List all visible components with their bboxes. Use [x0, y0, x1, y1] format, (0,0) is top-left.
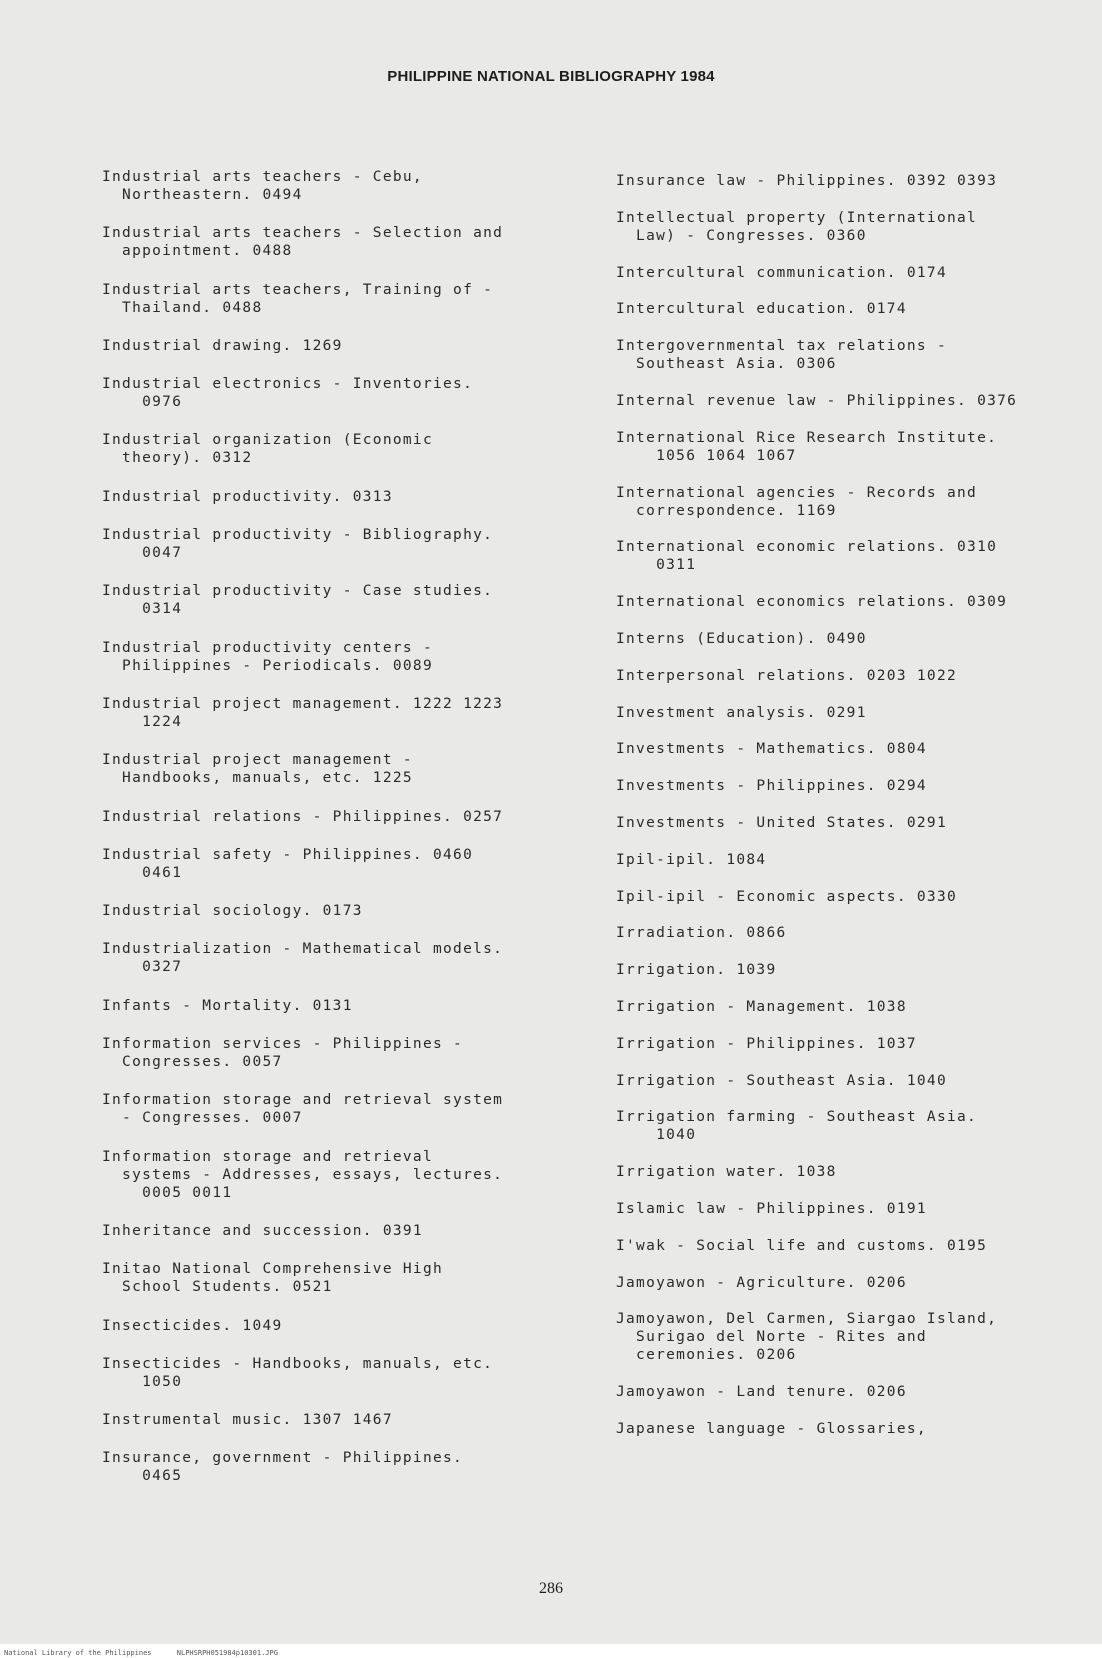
- index-entry: International economic relations. 0310 0311: [616, 539, 998, 574]
- index-entry: Irrigation - Philippines. 1037: [616, 1035, 917, 1052]
- index-entry: Irrigation - Southeast Asia. 1040: [616, 1072, 947, 1089]
- index-entry: Jamoyawon - Agriculture. 0206: [616, 1274, 907, 1291]
- index-entry: Ipil-ipil. 1084: [616, 851, 767, 868]
- index-entry: Intergovernmental tax relations - Southeast Asia. 0306: [616, 338, 947, 373]
- index-entry: Insecticides. 1049: [102, 1317, 283, 1334]
- index-entry: International economics relations. 0309: [616, 594, 1008, 611]
- index-entry: Industrial electronics - Inventories. 0976: [102, 376, 474, 411]
- index-column-right: [616, 172, 1076, 1457]
- index-entry: Industrial productivity centers - Philippines - Periodicals. 0089: [102, 639, 433, 674]
- index-entry: Industrial organization (Economic theory). 0312: [102, 432, 433, 467]
- index-entry: Information storage and retrieval systems - Addresses, essays, lectures. 0005 0011: [102, 1148, 504, 1201]
- index-entry: Jamoyawon, Del Carmen, Siargao Island, Surigao del Norte - Rites and ceremonies. 0206: [616, 1311, 998, 1364]
- index-entry: Industrial arts teachers, Training of - Thailand. 0488: [102, 281, 494, 316]
- page-number: 286: [539, 1580, 563, 1597]
- index-entry: Interns (Education). 0490: [616, 630, 867, 647]
- index-entry: Industrial relations - Philippines. 0257: [102, 808, 504, 825]
- index-entry: Industrialization - Mathematical models. 0327: [102, 941, 504, 976]
- index-entry: Islamic law - Philippines. 0191: [616, 1200, 927, 1217]
- scan-credit: National Library of the Philippines NLPHSRPH051984p10301.JPG: [4, 1649, 278, 1657]
- index-entry: Intercultural education. 0174: [616, 301, 907, 318]
- index-entry: Insecticides - Handbooks, manuals, etc. 1050: [102, 1355, 494, 1390]
- index-column-left: [102, 168, 572, 1506]
- index-entry: Industrial drawing. 1269: [102, 337, 343, 354]
- index-entry: Irradiation. 0866: [616, 925, 787, 942]
- index-entry: Initao National Comprehensive High School Students. 0521: [102, 1261, 444, 1296]
- index-entry: Irrigation water. 1038: [616, 1164, 837, 1181]
- index-entry: Industrial safety - Philippines. 0460 0461: [102, 846, 474, 881]
- scan-footer: [0, 1644, 1102, 1658]
- index-entry: Investments - United States. 0291: [616, 814, 947, 831]
- index-entry: Industrial arts teachers - Cebu, Northeastern. 0494: [102, 169, 423, 203]
- index-entry: Insurance law - Philippines. 0392 0393: [616, 173, 998, 189]
- page-title: PHILIPPINE NATIONAL BIBLIOGRAPHY 1984: [387, 68, 715, 85]
- index-entry: Information services - Philippines - Congresses. 0057: [102, 1036, 464, 1071]
- index-entry: Intercultural communication. 0174: [616, 264, 947, 281]
- index-entry: Irrigation. 1039: [616, 962, 777, 979]
- index-entry: Industrial project management. 1222 1223 1224: [102, 695, 504, 730]
- index-entry: Internal revenue law - Philippines. 0376: [616, 392, 1018, 409]
- index-entry: Interpersonal relations. 0203 1022: [616, 667, 958, 684]
- index-entry: International agencies - Records and correspondence. 1169: [616, 484, 978, 519]
- index-entry: Infants - Mortality. 0131: [102, 997, 353, 1014]
- index-entry: Investments - Mathematics. 0804: [616, 741, 927, 758]
- index-entry: Investments - Philippines. 0294: [616, 778, 927, 795]
- index-entry: Irrigation farming - Southeast Asia. 1040: [616, 1109, 978, 1144]
- index-entry: Industrial productivity. 0313: [102, 488, 393, 505]
- index-entry: Insurance, government - Philippines. 0465: [102, 1450, 464, 1485]
- index-entry: International Rice Research Institute. 1056 1064 1067: [616, 429, 998, 464]
- index-entry: I'wak - Social life and customs. 0195: [616, 1237, 988, 1254]
- index-entry: Ipil-ipil - Economic aspects. 0330: [616, 888, 958, 905]
- index-entry: Japanese language - Glossaries,: [616, 1420, 927, 1437]
- index-entry: Instrumental music. 1307 1467: [102, 1412, 393, 1429]
- index-entry: Information storage and retrieval system - Congresses. 0007: [102, 1092, 504, 1127]
- index-entry: Intellectual property (International Law) - Congresses. 0360: [616, 209, 978, 244]
- index-entry: Irrigation - Management. 1038: [616, 998, 907, 1015]
- index-entry: Industrial sociology. 0173: [102, 903, 363, 920]
- index-entry: Industrial productivity - Case studies. 0314: [102, 583, 494, 618]
- index-entry: Industrial productivity - Bibliography. 0047: [102, 527, 494, 562]
- index-entry: Jamoyawon - Land tenure. 0206: [616, 1384, 907, 1401]
- index-entry: Industrial arts teachers - Selection and appointment. 0488: [102, 225, 504, 260]
- index-entry: Investment analysis. 0291: [616, 704, 867, 721]
- index-entry: Inheritance and succession. 0391: [102, 1222, 423, 1239]
- index-entry: Industrial project management - Handbooks, manuals, etc. 1225: [102, 752, 413, 787]
